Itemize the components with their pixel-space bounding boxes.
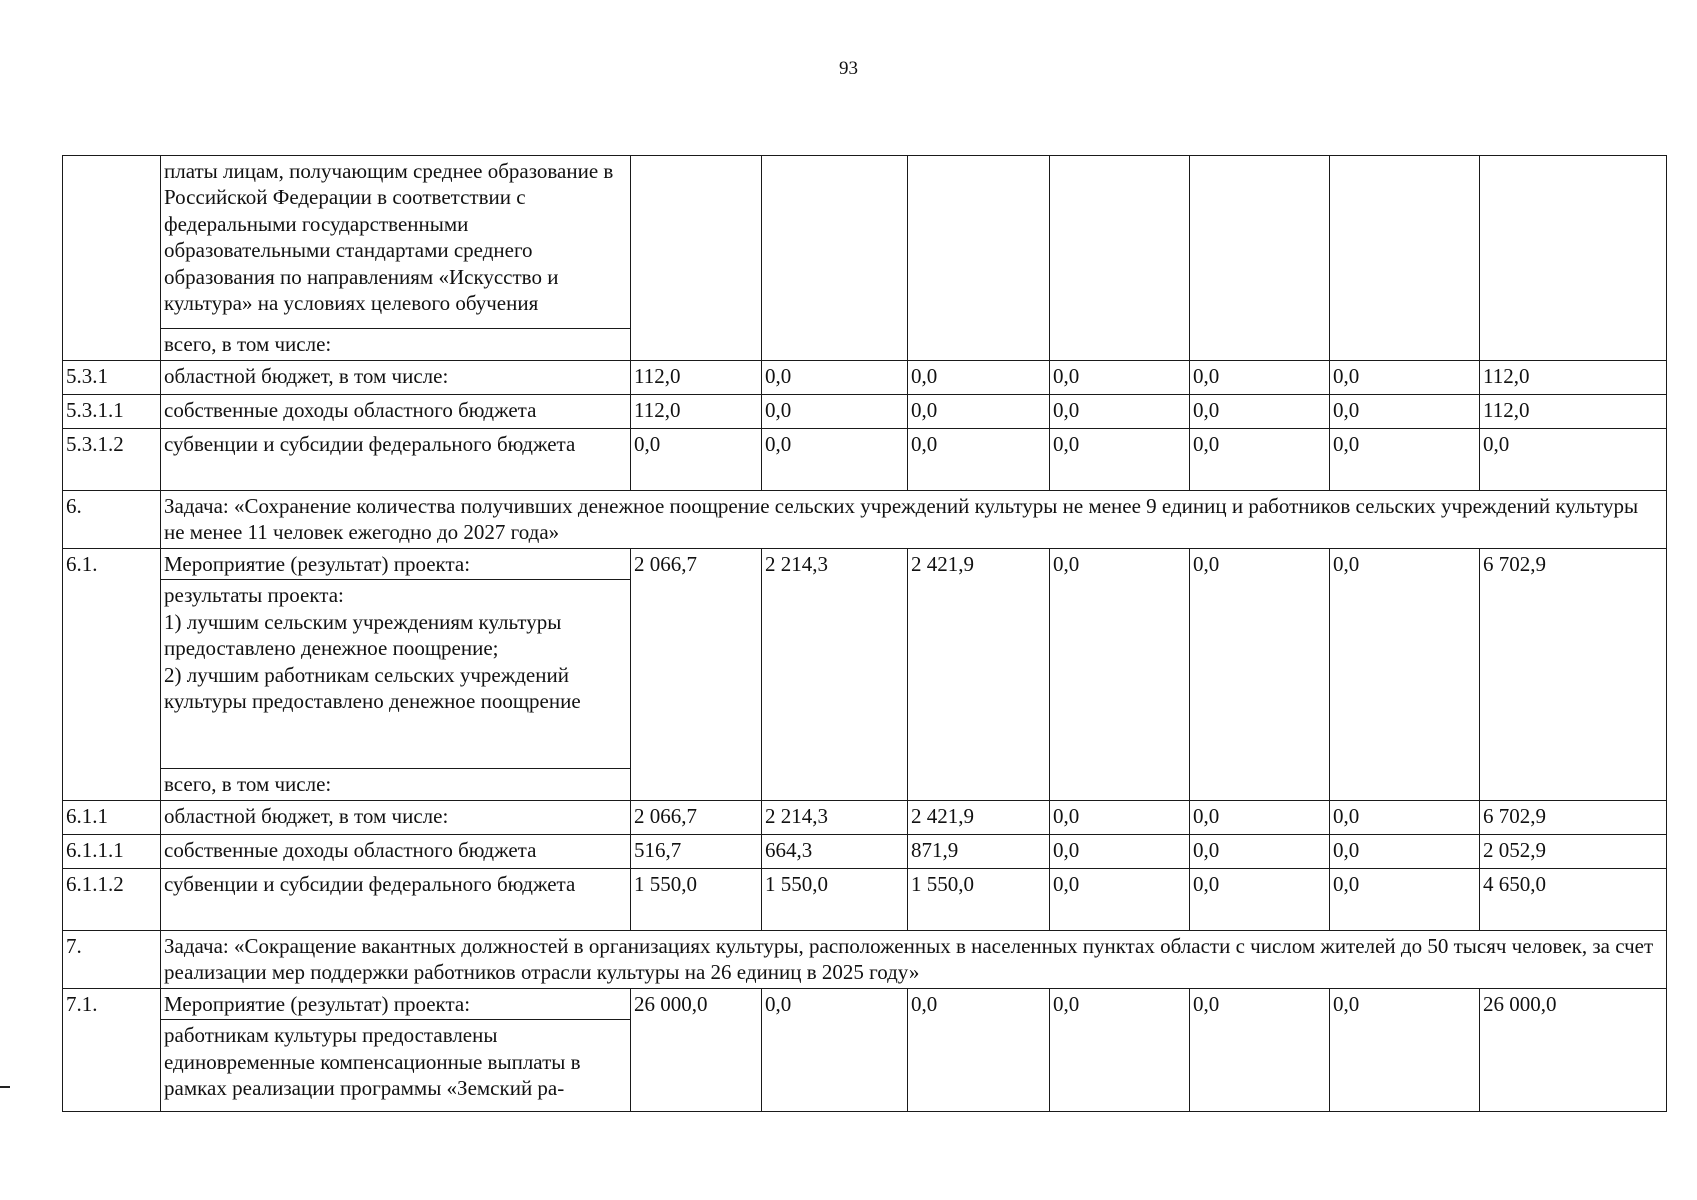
value-cell: 0,0	[1480, 429, 1667, 491]
value-cell: 0,0	[1190, 835, 1330, 869]
table-row	[63, 429, 1667, 491]
value-cell: 0,0	[1190, 869, 1330, 931]
page-number: 93	[839, 58, 858, 79]
value-cell: 0,0	[1190, 361, 1330, 395]
value-cell: 0,0	[1330, 835, 1480, 869]
row-description	[161, 989, 631, 1112]
value-cell: 1 550,0	[908, 869, 1050, 931]
value-cell: 0,0	[908, 429, 1050, 491]
value-cell: 26 000,0	[631, 989, 762, 1112]
value-cell: 112,0	[1480, 361, 1667, 395]
row-code: 6.1.1	[63, 801, 161, 835]
value-cell: 2 421,9	[908, 801, 1050, 835]
value-cell: 0,0	[1050, 429, 1190, 491]
value-cell: 871,9	[908, 835, 1050, 869]
value-cell: 516,7	[631, 835, 762, 869]
value-cell: 112,0	[631, 361, 762, 395]
value-cell: 0,0	[1190, 395, 1330, 429]
row-description	[161, 156, 631, 361]
value-cell: 1 550,0	[762, 869, 908, 931]
value-cell: 0,0	[1330, 869, 1480, 931]
table-row	[63, 156, 1667, 361]
table-row	[63, 395, 1667, 429]
row-description	[161, 549, 631, 801]
row-text: областной бюджет, в том числе:	[161, 801, 631, 835]
row-code: 5.3.1	[63, 361, 161, 395]
row-text: субвенции и субсидии федерального бюджета	[161, 429, 631, 491]
value-cell	[762, 156, 908, 361]
value-cell: 0,0	[1190, 989, 1330, 1112]
value-cell: 0,0	[1330, 361, 1480, 395]
row-code: 5.3.1.2	[63, 429, 161, 491]
row-code: 6.1.	[63, 549, 161, 801]
value-cell: 0,0	[1050, 549, 1190, 801]
value-cell	[631, 156, 762, 361]
value-cell: 0,0	[631, 429, 762, 491]
table-body	[63, 156, 1667, 1112]
value-cell: 6 702,9	[1480, 801, 1667, 835]
row-code: 6.1.1.2	[63, 869, 161, 931]
value-cell: 664,3	[762, 835, 908, 869]
row-code: 6.	[63, 491, 161, 549]
value-cell: 0,0	[762, 361, 908, 395]
value-cell	[908, 156, 1050, 361]
value-cell: 0,0	[1050, 989, 1190, 1112]
row-text: субвенции и субсидии федерального бюджета	[161, 869, 631, 931]
table-row	[63, 491, 1667, 549]
event-title: Мероприятие (результат) проекта:	[164, 992, 471, 1016]
value-cell: 0,0	[1050, 869, 1190, 931]
value-cell: 0,0	[1190, 801, 1330, 835]
event-results: результаты проекта: 1) лучшим сельским учреждениям культуры предоставлено денежное поощрение; 2) лучшим работникам сельских учреждений культуры предоставлено денежное поощрение	[161, 579, 630, 767]
value-cell: 0,0	[762, 429, 908, 491]
row-text: платы лицам, получающим среднее образование в Российской Федерации в соответствии с федеральными государственными образовательными стандартами среднего образования по направлениям «Искусство и культура» на условиях целевого обучения	[164, 159, 614, 316]
value-cell: 4 650,0	[1480, 869, 1667, 931]
event-results: работникам культуры предоставлены единовременные компенсационные выплаты в рамках реализации программы «Земский ра-	[161, 1019, 630, 1110]
total-label: всего, в том числе:	[161, 328, 630, 359]
row-code: 6.1.1.1	[63, 835, 161, 869]
margin-mark	[0, 1086, 10, 1088]
value-cell: 2 214,3	[762, 801, 908, 835]
description-parts	[161, 989, 630, 1110]
table-row	[63, 931, 1667, 989]
value-cell: 6 702,9	[1480, 549, 1667, 801]
row-text: областной бюджет, в том числе:	[161, 361, 631, 395]
value-cell: 0,0	[762, 395, 908, 429]
value-cell: 0,0	[1050, 395, 1190, 429]
table-row	[63, 801, 1667, 835]
row-code: 7.1.	[63, 989, 161, 1112]
value-cell: 0,0	[1050, 801, 1190, 835]
value-cell: 112,0	[1480, 395, 1667, 429]
value-cell: 26 000,0	[1480, 989, 1667, 1112]
total-label: всего, в том числе:	[161, 768, 630, 799]
value-cell	[1480, 156, 1667, 361]
task-text: Задача: «Сокращение вакантных должностей в организациях культуры, расположенных в населенных пунктах области с числом жителей до 50 тысяч человек, за счет реализации мер поддержки работников отрасли культуры на 26 единиц в 2025 году»	[161, 931, 1667, 989]
value-cell: 1 550,0	[631, 869, 762, 931]
row-code	[63, 156, 161, 361]
row-code: 5.3.1.1	[63, 395, 161, 429]
value-cell: 0,0	[762, 989, 908, 1112]
value-cell: 0,0	[1050, 835, 1190, 869]
value-cell: 0,0	[908, 989, 1050, 1112]
table-row	[63, 989, 1667, 1112]
value-cell: 0,0	[908, 395, 1050, 429]
description-parts	[161, 156, 630, 359]
row-code: 7.	[63, 931, 161, 989]
row-text: собственные доходы областного бюджета	[161, 835, 631, 869]
value-cell	[1050, 156, 1190, 361]
value-cell: 0,0	[1330, 989, 1480, 1112]
table-row	[63, 869, 1667, 931]
value-cell: 0,0	[1190, 429, 1330, 491]
value-cell: 2 421,9	[908, 549, 1050, 801]
value-cell: 0,0	[1330, 395, 1480, 429]
value-cell: 0,0	[1190, 549, 1330, 801]
value-cell	[1190, 156, 1330, 361]
value-cell: 0,0	[908, 361, 1050, 395]
row-text: собственные доходы областного бюджета	[161, 395, 631, 429]
value-cell: 112,0	[631, 395, 762, 429]
value-cell: 2 052,9	[1480, 835, 1667, 869]
task-text: Задача: «Сохранение количества получивших денежное поощрение сельских учреждений культуры не менее 9 единиц и работников сельских учреждений культуры не менее 11 человек ежегодно до 2027 года»	[161, 491, 1667, 549]
value-cell: 2 066,7	[631, 549, 762, 801]
budget-table	[62, 155, 1667, 1112]
value-cell: 0,0	[1050, 361, 1190, 395]
value-cell: 0,0	[1330, 801, 1480, 835]
table-row	[63, 549, 1667, 801]
table-row	[63, 361, 1667, 395]
value-cell: 0,0	[1330, 429, 1480, 491]
value-cell	[1330, 156, 1480, 361]
value-cell: 0,0	[1330, 549, 1480, 801]
table-row	[63, 835, 1667, 869]
value-cell: 2 066,7	[631, 801, 762, 835]
value-cell: 2 214,3	[762, 549, 908, 801]
description-parts	[161, 549, 630, 799]
event-title: Мероприятие (результат) проекта:	[164, 552, 471, 576]
